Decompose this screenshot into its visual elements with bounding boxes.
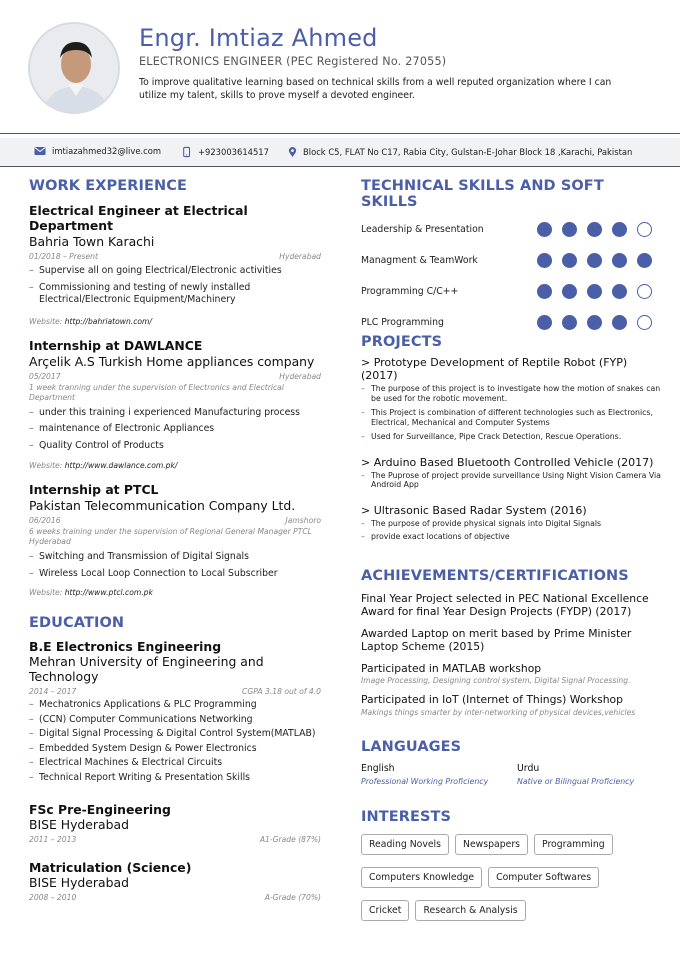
project-entry [361, 504, 661, 542]
job-title: Internship at DAWLANCE [29, 337, 203, 353]
education-date: 2008 – 2010 [29, 893, 77, 902]
list-item: – Switching and Transmission of Digital Signals [29, 551, 321, 564]
avatar [28, 22, 120, 114]
skill-row [361, 284, 661, 300]
list-item: – Wireless Local Loop Connection to Local Subscriber [29, 568, 321, 581]
envelope-icon [34, 146, 46, 156]
list-item: – The Puprose of project provide surveillance Using Night Vision Camera Via Android App [361, 471, 661, 490]
location-pin-icon [288, 146, 297, 158]
rating-dot-filled [562, 222, 577, 237]
skill-rating [537, 284, 652, 299]
interest-tag: Research & Analysis [415, 900, 525, 921]
website-label: Website: [29, 316, 63, 326]
skill-row [361, 253, 661, 269]
job-duties [29, 407, 321, 453]
job-website [29, 317, 321, 326]
job-duties [29, 265, 321, 307]
project-entry [361, 456, 661, 490]
list-item: – provide exact locations of objective [361, 532, 661, 542]
job-meta [29, 252, 321, 261]
course-list [29, 699, 321, 784]
section-title-work: WORK EXPERIENCE [29, 178, 188, 194]
job-note: 1 week tranning under the supervision of Electronics and Electrical Department [29, 382, 284, 402]
job-duties [29, 551, 321, 580]
project-title: > Prototype Development of Reptile Robot (FYP) (2017) [361, 356, 628, 382]
language-level: Native or Bilingual Proficiency [517, 776, 635, 786]
job-date: 05/2017 [29, 371, 61, 381]
job-title: Electrical Engineer at Electrical Department [29, 203, 248, 233]
achievement-item [361, 592, 661, 619]
list-item: – under this training i experienced Manufacturing process [29, 407, 321, 420]
header-divider-bottom [0, 166, 680, 167]
education-meta [29, 835, 321, 844]
rating-dot-filled [587, 315, 602, 330]
achievement-title: Participated in MATLAB workshop [361, 661, 542, 675]
project-details [361, 384, 661, 442]
interest-tag: Newspapers [455, 834, 528, 855]
achievement-item [361, 662, 661, 686]
job-website [29, 588, 321, 597]
achievement-detail: Makings things smarter by inter-networking of physical devices,vehicles [361, 707, 636, 717]
section-title-languages: LANGUAGES [361, 738, 462, 755]
interest-tag: Computers Knowledge [361, 867, 482, 888]
education-meta [29, 687, 321, 696]
list-item: – The purpose of this project is to investigate how the motion of snakes can be used for the robotic movement. [361, 384, 661, 403]
contact-address [288, 146, 632, 158]
header-divider-top [0, 133, 680, 134]
education-date: 2014 – 2017 [29, 687, 77, 696]
interest-tag: Cricket [361, 900, 409, 921]
project-entry [361, 356, 661, 442]
interest-tag: Computer Softwares [488, 867, 599, 888]
skill-label: Managment & TeamWork [361, 255, 478, 266]
rating-dot-filled [562, 315, 577, 330]
rating-dot-filled [537, 253, 552, 268]
rating-dot-filled [587, 253, 602, 268]
education-date: 2011 – 2013 [29, 835, 77, 844]
rating-dot-filled [612, 253, 627, 268]
rating-dot-filled [537, 315, 552, 330]
job-organization: Bahria Town Karachi [29, 234, 155, 249]
avatar-photo [30, 24, 120, 114]
rating-dot-filled [562, 284, 577, 299]
left-column [29, 178, 321, 902]
project-title: > Arduino Based Bluetooth Controlled Vehicle (2017) [361, 455, 654, 469]
list-item: – maintenance of Electronic Appliances [29, 423, 321, 436]
list-item: – Supervise all on going Electrical/Electronic activities [29, 265, 321, 278]
website-label: Website: [29, 588, 63, 597]
skill-label: Leadership & Presentation [361, 224, 484, 235]
achievement-item [361, 693, 661, 717]
education-grade: A1-Grade (87%) [259, 835, 321, 844]
job-meta [29, 516, 321, 525]
list-item: – Quality Control of Products [29, 440, 321, 453]
job-location: Jamshoro [285, 516, 321, 525]
job-organization: Pakistan Telecommunication Company Ltd. [29, 498, 296, 513]
achievement-title: Participated in IoT (Internet of Things) Workshop [361, 693, 623, 706]
education-entry [29, 860, 321, 902]
language-item [517, 763, 634, 786]
website-link[interactable]: http://www.dawlance.com.pk/ [64, 461, 178, 470]
rating-dot-filled [612, 315, 627, 330]
project-details [361, 471, 661, 490]
list-item: – Mechatronics Applications & PLC Programming [29, 699, 321, 712]
skill-label: Programming C/C++ [361, 286, 459, 297]
job-note: 6 weeks training under the supervision of Regional General Manager PTCL Hyderabad [29, 527, 312, 546]
section-title-education: EDUCATION [29, 615, 125, 631]
degree-title: Matriculation (Science) [29, 860, 192, 875]
education-entry [29, 639, 321, 784]
rating-dot-filled [537, 284, 552, 299]
job-location: Hyderabad [279, 252, 321, 261]
rating-dot-empty [637, 222, 652, 237]
job-date: 06/2016 [29, 516, 61, 525]
section-title-interests: INTERESTS [361, 808, 452, 825]
achievement-title: Final Year Project selected in PEC National Excellence Award for final Year Design Projects (FYDP) (2017) [361, 591, 649, 618]
interest-tag: Programming [534, 834, 613, 855]
candidate-subtitle: ELECTRONICS ENGINEER (PEC Registered No. 27055) [139, 55, 447, 68]
school-name: Mehran University of Engineering and Technology [29, 654, 264, 684]
list-item: – The purpose of provide physical signals into Digital Signals [361, 519, 661, 529]
project-details [361, 519, 661, 542]
rating-dot-filled [537, 222, 552, 237]
contact-phone[interactable] [182, 146, 269, 158]
job-date: 01/2018 – Present [29, 252, 98, 261]
contact-address-text: Block C5, FLAT No C17, Rabia City, Gulstan-E-Johar Block 18 ,Karachi, Pakistan [303, 147, 633, 157]
skill-label: PLC Programming [361, 317, 444, 328]
language-name: Urdu [517, 762, 540, 774]
rating-dot-filled [637, 253, 652, 268]
skill-rating [537, 222, 652, 237]
languages-list [361, 763, 661, 793]
list-item: – This Project is combination of different technologies such as Electronics, Electrical, Mechanical and Computer Systems [361, 408, 661, 427]
project-title: > Ultrasonic Based Radar System (2016) [361, 503, 587, 517]
job-entry [29, 203, 321, 326]
list-item: – Embedded System Design & Power Electronics [29, 743, 321, 756]
rating-dot-filled [562, 253, 577, 268]
skill-rating [537, 315, 652, 330]
website-label: Website: [29, 461, 63, 470]
list-item: – Used for Surveillance, Pipe Crack Detection, Rescue Operations. [361, 432, 661, 442]
list-item: – Commissioning and testing of newly installed Electrical/Electronic Equipment/Machinery [29, 282, 321, 307]
contact-email[interactable] [34, 146, 161, 156]
achievement-item [361, 627, 661, 654]
language-level: Professional Working Proficiency [361, 776, 489, 786]
school-name: BISE Hyderabad [29, 817, 129, 832]
job-meta [29, 372, 321, 381]
interest-tags [361, 834, 651, 921]
education-grade: A-Grade (70%) [264, 893, 321, 902]
degree-title: FSc Pre-Engineering [29, 802, 171, 817]
degree-title: B.E Electronics Engineering [29, 639, 222, 654]
section-title-projects: PROJECTS [361, 334, 443, 350]
website-link[interactable]: http://www.ptcl.com.pk [64, 588, 153, 597]
list-item: – Electrical Machines & Electrical Circuits [29, 757, 321, 770]
contact-phone-text: +923003614517 [198, 147, 269, 157]
interest-tag: Reading Novels [361, 834, 449, 855]
contact-bar [0, 138, 680, 166]
section-title-achievements: ACHIEVEMENTS/CERTIFICATIONS [361, 567, 629, 584]
job-organization: Arçelik A.S Turkish Home appliances company [29, 353, 315, 369]
skill-row [361, 315, 661, 331]
language-item [361, 763, 488, 786]
job-location: Hyderabad [279, 371, 321, 381]
rating-dot-filled [612, 284, 627, 299]
right-column [361, 178, 661, 921]
skill-row [361, 222, 661, 238]
job-website [29, 461, 321, 470]
achievement-detail: Image Processing, Designing control system, Digital Signal Processing. [361, 676, 631, 685]
rating-dot-filled [612, 222, 627, 237]
language-name: English [361, 762, 395, 774]
skill-rating [537, 253, 652, 268]
rating-dot-empty [637, 315, 652, 330]
job-entry [29, 482, 321, 597]
education-entry [29, 802, 321, 844]
rating-dot-filled [587, 222, 602, 237]
phone-icon [182, 146, 192, 158]
candidate-name: Engr. Imtiaz Ahmed [139, 24, 378, 52]
list-item: – Technical Report Writing & Presentation Skills [29, 772, 321, 785]
school-name: BISE Hyderabad [29, 875, 129, 890]
list-item: – (CCN) Computer Communications Networking [29, 714, 321, 727]
education-meta [29, 893, 321, 902]
section-title-skills: TECHNICAL SKILLS AND SOFT SKILLS [361, 178, 604, 210]
job-title: Internship at PTCL [29, 482, 159, 497]
career-summary: To improve qualitative learning based on technical skills from a well reputed organization where I can utilize my talent, skills to prove myself a devoted engineer. [139, 77, 612, 101]
rating-dot-filled [587, 284, 602, 299]
skills-list [361, 210, 661, 330]
job-entry [29, 338, 321, 471]
achievement-title: Awarded Laptop on merit based by Prime Minister Laptop Scheme (2015) [361, 626, 632, 653]
website-link[interactable]: http://bahriatown.com/ [64, 316, 152, 326]
contact-email-text: imtiazahmed32@live.com [52, 146, 162, 156]
rating-dot-empty [637, 284, 652, 299]
education-grade: CGPA 3.18 out of 4.0 [242, 687, 321, 696]
list-item: – Digital Signal Processing & Digital Control System(MATLAB) [29, 728, 321, 741]
